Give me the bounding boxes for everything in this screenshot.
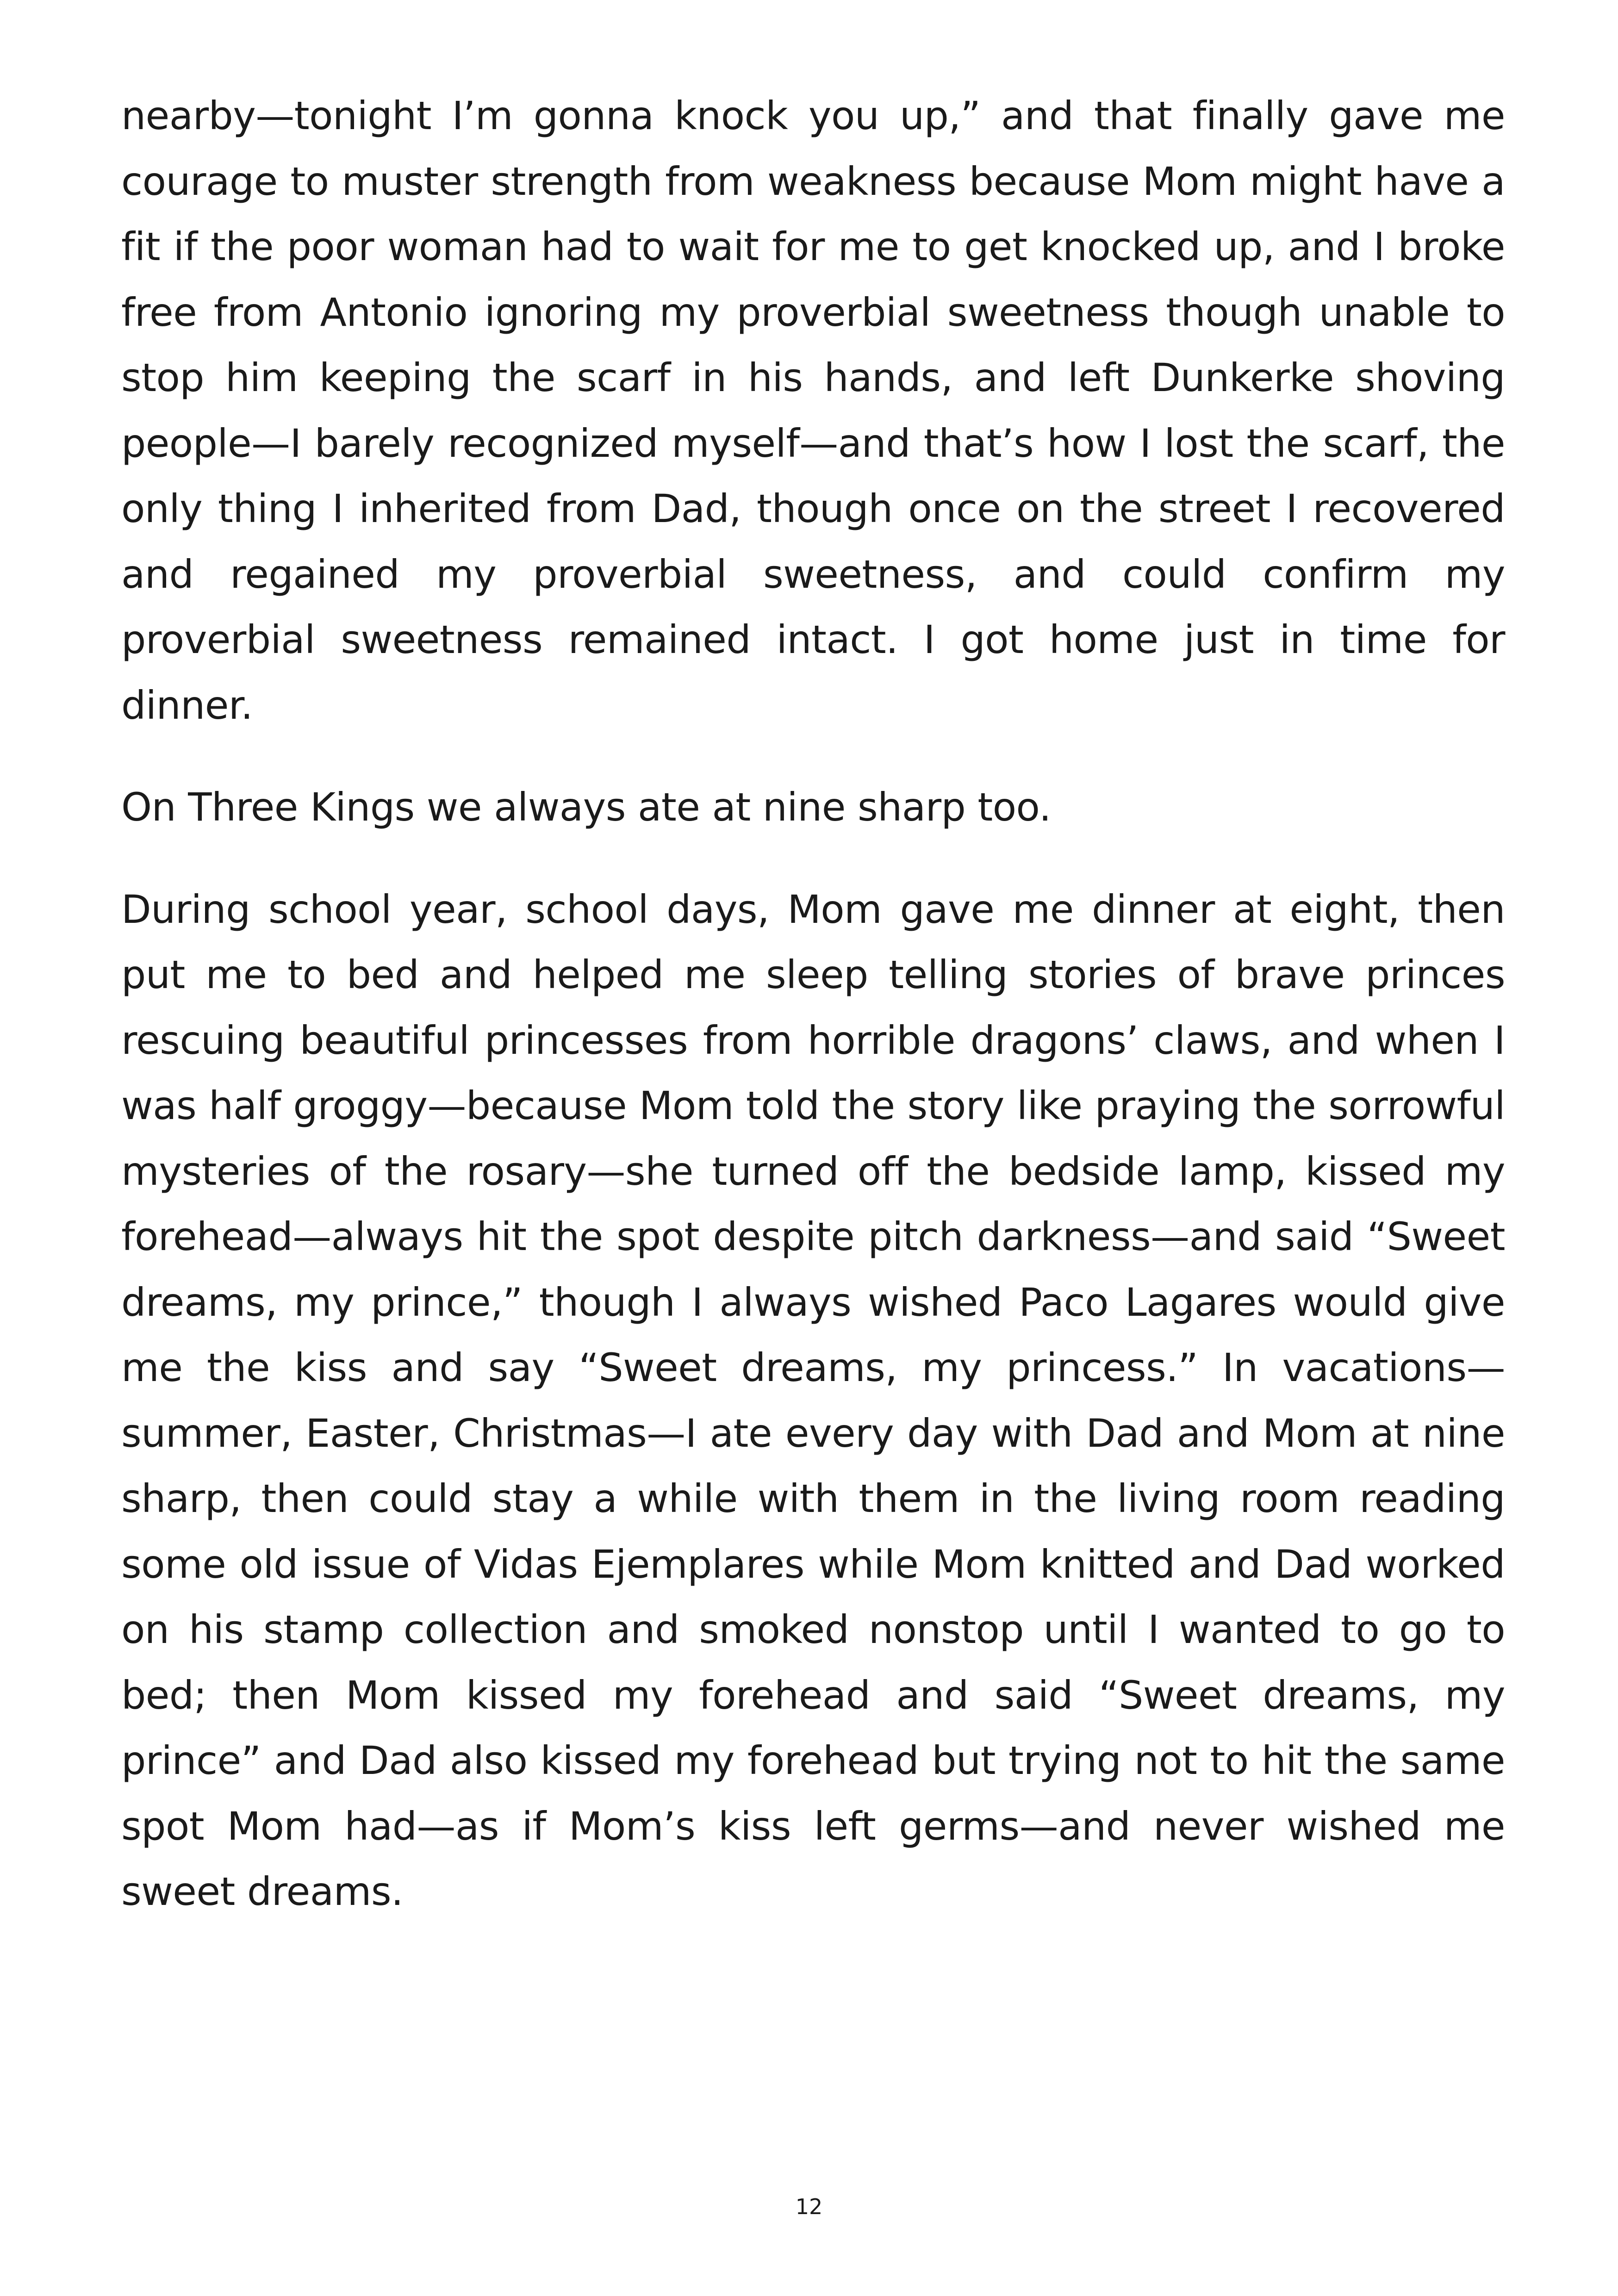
paragraph: nearby—tonight I’m gonna knock you up,” and that finally gave me courage to muster strength from weakness because Mom might have a fit if the poor woman had to wait for me to get knocked up, and I broke free from Antonio ignoring my proverbial sweetness though unable to stop him keeping the scarf in his hands, and left Dunkerke shoving people—I barely recognized myself—and that’s how I lost the scarf, the only thing I inherited from Dad, though once on the street I recovered and regained my proverbial sweetness, and could confirm my proverbial sweetness remained intact. I got home just in time for dinner. xyxy=(121,93,1505,728)
body-text xyxy=(121,83,1505,1925)
page-number: 12 xyxy=(795,2194,823,2219)
paragraph: During school year, school days, Mom gave me dinner at eight, then put me to bed and helped me sleep telling stories of brave princes rescuing beautiful princesses from horrible dragons’ claws, and when I was half groggy—because Mom told the story like praying the sorrowful mysteries of the rosary—she turned off the bedside lamp, kissed my forehead—always hit the spot despite pitch darkness—and said “Sweet dreams, my prince,” though I always wished Paco Lagares would give me the kiss and say “Sweet dreams, my princess.” In vacations—summer, Easter, Christmas—I ate every day with Dad and Mom at nine sharp, then could stay a while with them in the living room reading some old issue of Vidas Ejemplares while Mom knitted and Dad worked on his stamp collection and smoked nonstop until I wanted to go to bed; then Mom kissed my forehead and said “Sweet dreams, my prince” and Dad also kissed my forehead but trying not to hit the same spot Mom had—as if Mom’s kiss left germs—and never wished me sweet dreams. xyxy=(121,886,1505,1914)
paragraph: On Three Kings we always ate at nine sharp too. xyxy=(121,784,1051,830)
